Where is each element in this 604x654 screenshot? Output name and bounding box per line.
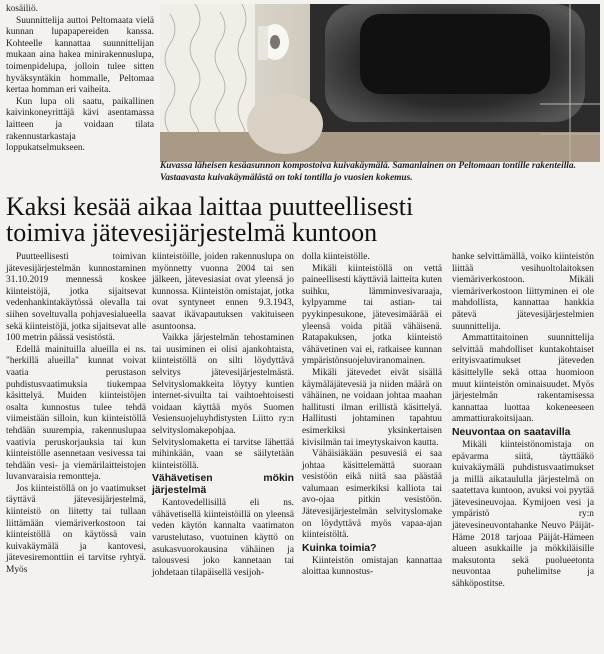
paragraph: dolla kiinteistölle. — [302, 252, 370, 262]
column-4 — [452, 252, 594, 591]
column-2 — [152, 252, 294, 579]
subheading-vahavetinen: Vähävetisen mökin järjestelmä — [152, 473, 294, 497]
paragraph: Jos kiinteistöllä on jo vaatimukset täyttävä jätevesijärjestelmä, kiinteistö on liitetty tai tullaan liittämään viemäriverkostoon tai kiinteistöllä on käytössä vain kuivakäymälä ja kantovesi, jätevesiremonttiin ei tarvitse ryhtyä. Myös — [6, 483, 146, 576]
subheading-neuvontaa: Neuvontaa on saatavilla — [452, 426, 571, 438]
toilet-photo — [160, 4, 600, 162]
paragraph: Edellä mainituilla alueilla ei ns. "herkillä alueilla" kunnat voivat vaatia perustason puhdistusvaatimuksia tiukempaa käsittelyä. Muiden kiinteistöjen osalta kunnostus tulee tehdä viimeistään silloin, kun kiinteistöllä tehdään suurempia, rakennuslupaa vaativia peruskorjauksia tai kun kiinteistölle asennetaan vesivessa tai tehdään vesi- ja viemärilaitteistojen luvanvaraisia remontteja. — [6, 344, 146, 483]
paragraph: Puutteellisesti toimivan jätevesijärjestelmän kunnostaminen 31.10.2019 mennessä koskee kiinteistöjä, jotka sijaitsevat vedenhankintakäytössä olevalla tai siihen soveltuvalla pohjavesialueella sekä kiinteistöjä, jotka sijaitsevat alle 100 metrin päässä vesistöstä. — [6, 252, 146, 344]
photo-illustration — [160, 4, 600, 162]
subheading-kuinka-toimia: Kuinka toimia? — [302, 542, 377, 554]
article-headline — [6, 194, 600, 246]
paragraph: kiinteistöille, joiden rakennuslupa on myönnetty vuonna 2004 tai sen jälkeen, jätevesiasiat ovat yleensä jo kunnossa. Kiinteistön omistajat, jotka ovat syntyneet ennen 9.3.1943, saavat ikävapautuksen vakituiseen asuntoonsa. — [152, 252, 294, 332]
paragraph: Ammattitaitoinen suunnittelija selvittää mahdolliset kuntakohtaiset erityisvaatimukset jäteveden käsittelylle sekä ottaa huomioon muut kiinteistön ominaisuudet. Myös järjestelmän rakentamisessa kannattaa luottaa kokeneeseen ammattiurakoitsijaan. — [452, 333, 594, 425]
paragraph: Suunnittelija auttoi Peltomaata vielä kunnan lupapapereiden kanssa. Kohteelle kannattaa suunnittelijan mukaan aina hakea minirakennuslupa, toimenpidelupa, jolloin tulee sitten hyväksyntäkin hommalle, Peltomaa kertaa homman eri vaiheita. — [6, 15, 154, 96]
headline-line-2: toimiva jätevesijärjestelmä kuntoon — [6, 218, 378, 247]
paragraph: Kun lupa oli saatu, paikallinen kaivinkoneyrittäjä kävi asentamassa laitteen ja voidaan tilata rakennustarkastaja loppukatselmukseen. — [6, 96, 154, 154]
paragraph: Mikäli jätevedet eivät sisällä käymäläjätevesiä ja niiden määrä on vähäinen, ne voidaan johtaa maahan hallitusti ilman erillistä käsittelyä. Hallitusti johtaminen tapahtuu esimerkiksi yksinkertaisen kivisilmän tai imeytyskaivon kautta. — [302, 367, 442, 448]
paragraph: hanke selvittämällä, voiko kiinteistön liittää vesihuoltolaitoksen viemäriverkostoon. Mikäli viemäriverkostoon liittyminen ei ole mahdollista, kannattaa hankkia pätevä jätevesijärjestelmien suunnittelija. — [452, 252, 594, 332]
photo-caption: Kuvassa läheisen kesäasunnon kompostoiva kuivakäymälä. Samanlainen on Peltomaan tontille rakenteilla. Vastaavasta kuivakäymälästä on toki tontilla jo vuosien kokemus. — [160, 161, 576, 183]
column-1 — [6, 252, 146, 577]
paragraph: Vaikka järjestelmän tehostaminen tai uusiminen ei olisi ajankohtaista, kiinteistöllä on silti löydyttävä selvitys jätevesijärjestelmästä. Selvityslomakkeita löytyy kuntien internet-sivuilta tai vaihtoehtoisesti voidaan käyttää myös Suomen Vesiensuojeluyhdistysten Liitto ry:n selvityslomakepohjaa. Selvityslomaketta ei tarvitse lähettää mihinkään, vaan se säilytetään kiinteistöllä. — [152, 333, 294, 471]
paragraph: Vähäisiäkään pesuvesiä ei saa johtaa käsittelemättä suoraan vesistöön eikä niitä saa päästää valumaan esimerkiksi kalliota tai avo-ojaa pitkin vesistöön. Jätevesijärjestelmän selvityslomake on löydyttävä myös vapaa-ajan kiinteistöltä. — [302, 449, 442, 541]
headline-line-1: Kaksi kesää aikaa laittaa puutteellisesti — [6, 192, 414, 221]
column-3 — [302, 252, 442, 579]
paragraph: kosäiliö. — [6, 4, 39, 14]
paragraph: Mikäli kiinteistöllä on vettä paineellisesti käyttäviä laitteita kuten suihku, lämminvesivaraaja, kylpyamme tai astian- tai pyykinpesukone, jätevesimäärää ei yleensä voida pitää vähäisenä. Ratapakuksen, jotka kiinteistö vähävetinen vai ei, ratkaisee kunnan ympäristönsuojeluviranomainen. — [302, 263, 442, 367]
paragraph: Mikäli kiinteistönomistaja on epävarma siitä, täyttääkö kuivakäymälä puhdistusvaatimukset ja millä aikataululla järjestelmä on saatettava kuntoon, avuksi voi pyytää jätevesineuvojaa. Kymijoen vesi ja ympäristö ry:n jätevesineuvontahanke Neuvo Päijät-Häme 2018 tarjoaa Päijät-Hämeen alueen asukkaille ja mökkiläisille maksutonta sekä puolueetonta neuvontaa puhelimitse ja sähköpostitse. — [452, 439, 594, 590]
top-left-column — [6, 4, 154, 155]
paragraph: Kantovedellisillä eli ns. vähävetisellä kiinteistöillä on yleensä veden käytön kannalta vaatimaton varustelutaso, vuotuinen käyttö on asukasvuorokausina vähäinen ja talousvesi joko kannetaan tai johdetaan tilapäisellä vesijoh- — [152, 498, 294, 578]
paragraph: Kiinteistön omistajan kannattaa aloittaa kunnostus- — [302, 555, 442, 578]
